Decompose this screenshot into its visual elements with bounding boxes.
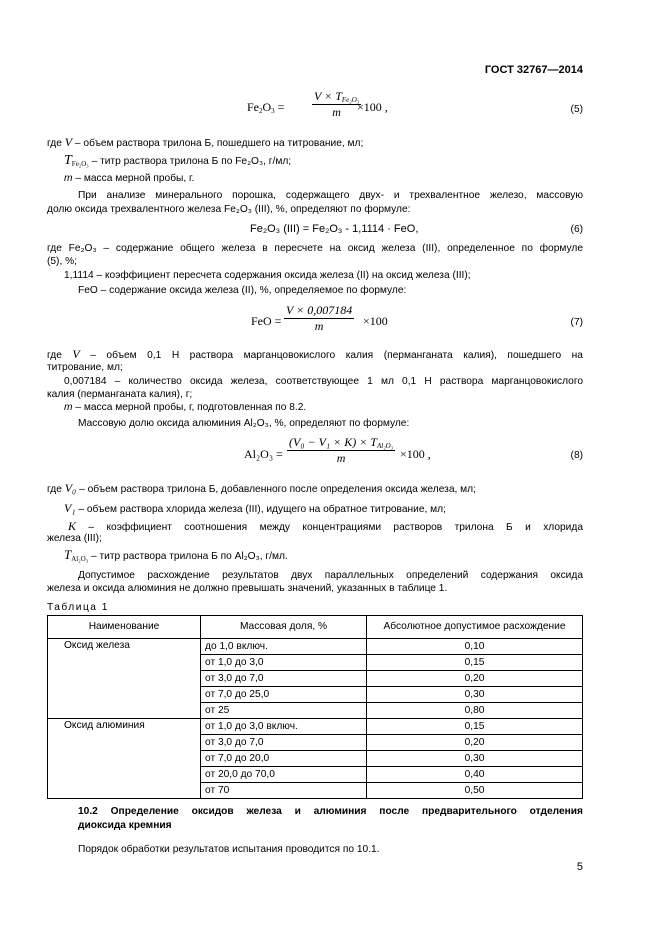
where-7-line2: титрование, мл; xyxy=(47,362,123,373)
table-row xyxy=(48,639,583,655)
formula-7-tail: ×100 xyxy=(363,314,388,328)
table-cell: от 25 xyxy=(201,703,367,719)
group-name-aluminium-oxide: Оксид алюминия xyxy=(48,719,201,799)
para-1-line1: При анализе минерального порошка, содержащего двух- и трехвалентное железо, массовую xyxy=(78,190,583,201)
para-2-line1: Допустимое расхождение результатов двух параллельных определений содержания оксида xyxy=(78,570,583,581)
formula-8-tail: ×100 , xyxy=(400,447,431,461)
table-cell: от 3,0 до 7,0 xyxy=(201,671,367,687)
table-cell: от 1,0 до 3,0 xyxy=(201,655,367,671)
where-7-line1: где V – объем 0,1 Н раствора марганцовокислого калия (перманганата калия), пошедшего на xyxy=(47,347,583,361)
table-cell: 0,20 xyxy=(367,735,583,751)
section-10-2-text: Порядок обработки результатов испытания проводится по 10.1. xyxy=(78,844,380,855)
table-1 xyxy=(47,615,583,799)
where-8-line5: $T_{Al_2O_3}$ – титр раствора трилона Б по Al₂O₃, г/мл. xyxy=(64,547,288,563)
where-7-line6: Массовую долю оксида алюминия Al₂O₃, %, определяют по формуле: xyxy=(78,418,410,429)
table-cell: от 7,0 до 25,0 xyxy=(201,687,367,703)
where-5-m: m – масса мерной пробы, г. xyxy=(64,173,195,184)
formula-5-tail: ×100 , xyxy=(357,100,388,114)
formula-5-lhs: $Fe_2O_3$ = xyxy=(247,100,285,115)
table-cell: от 7,0 до 20,0 xyxy=(201,751,367,767)
formula-7-number: (7) xyxy=(570,317,583,328)
table-cell: до 1,0 включ. xyxy=(201,639,367,655)
formula-6: Fe₂O₃ (III) = Fe₂O₃ - 1,1114 · FeO, xyxy=(250,223,419,235)
where-5-v: где V – объем раствора трилона Б, пошедшего на титрование, мл; xyxy=(47,135,364,149)
where-6-line1: где Fe₂O₃ – содержание общего железа в пересчете на оксид железа (III), определенное по формуле xyxy=(47,243,583,254)
table-cell: от 20,0 до 70,0 xyxy=(201,767,367,783)
table-cell: 0,15 xyxy=(367,655,583,671)
table-cell: 0,10 xyxy=(367,639,583,655)
table-cell: 0,30 xyxy=(367,687,583,703)
section-10-2-title-line1: 10.2 Определение оксидов железа и алюминия после предварительного отделения xyxy=(78,806,583,817)
col-header-fraction: Массовая доля, % xyxy=(201,616,367,639)
document-header: ГОСТ 32767—2014 xyxy=(484,64,583,76)
table-1-caption: Таблица 1 xyxy=(47,602,109,613)
table-cell: 0,30 xyxy=(367,751,583,767)
table-cell: 0,50 xyxy=(367,783,583,799)
col-header-tolerance: Абсолютное допустимое расхождение xyxy=(367,616,583,639)
table-cell: от 3,0 до 7,0 xyxy=(201,735,367,751)
formula-7-fraction: $\frac{V \times 0,007184}{m}$ xyxy=(286,303,353,333)
formula-8-fraction: $(V_0 - V_1 \times K) \times T_{Al_2O_3}$ m xyxy=(289,435,394,465)
where-7-line3: 0,007184 – количество оксида железа, соответствующее 1 мл 0,1 Н раствора марганцовокислого xyxy=(64,376,583,387)
formula-8-number: (8) xyxy=(570,450,583,461)
where-6-line2: (5), %; xyxy=(47,256,78,267)
table-cell: 0,20 xyxy=(367,671,583,687)
where-6-line3: 1,1114 – коэффициент пересчета содержания оксида железа (II) на оксид железа (III); xyxy=(64,270,471,281)
formula-7-lhs: FeO = xyxy=(251,314,282,328)
where-8-line4: железа (III); xyxy=(47,533,102,544)
formula-5-number: (5) xyxy=(570,104,583,115)
formula-5-fraction: $V \times T_{Fe_2O_3}$ m xyxy=(314,89,360,119)
where-8-line3: K – коэффициент соотношения между концентрациями растворов трилона Б и хлорида xyxy=(68,519,583,533)
where-8-line2: V₁ – объем раствора хлорида железа (III), идущего на обратное титрование, мл; xyxy=(64,501,446,515)
formula-8-lhs: Al₂O₃ = xyxy=(244,447,283,461)
table-cell: от 70 xyxy=(201,783,367,799)
group-name-iron-oxide: Оксид железа xyxy=(48,639,201,719)
col-header-name: Наименование xyxy=(48,616,201,639)
table-cell: 0,40 xyxy=(367,767,583,783)
table-header-row xyxy=(48,616,583,639)
where-8-line1: где V₀ – объем раствора трилона Б, добавленного после определения оксида железа, мл; xyxy=(47,481,476,495)
table-cell: 0,80 xyxy=(367,703,583,719)
where-6-line4: FeO – содержание оксида железа (II), %, определяемое по формуле: xyxy=(78,285,407,296)
where-5-t: $T_{Fe_2O_3}$ – титр раствора трилона Б по Fe₂O₃, г/мл; xyxy=(64,153,292,168)
page-number: 5 xyxy=(576,861,583,873)
table-cell: 0,15 xyxy=(367,719,583,735)
where-7-line5: m – масса мерной пробы, г, подготовленная по 8.2. xyxy=(64,402,307,413)
where-7-line4: калия (перманганата калия), г; xyxy=(47,389,193,400)
table-cell: от 1,0 до 3,0 включ. xyxy=(201,719,367,735)
para-2-line2: железа и оксида алюминия не должно превышать значений, указанных в таблице 1. xyxy=(47,583,448,594)
table-row xyxy=(48,719,583,735)
section-10-2-title-line2: диоксида кремния xyxy=(78,820,172,831)
para-1-line2: долю оксида трехвалентного железа Fe₂O₃ (III), %, определяют по формуле: xyxy=(47,204,411,215)
formula-6-number: (6) xyxy=(570,224,583,235)
